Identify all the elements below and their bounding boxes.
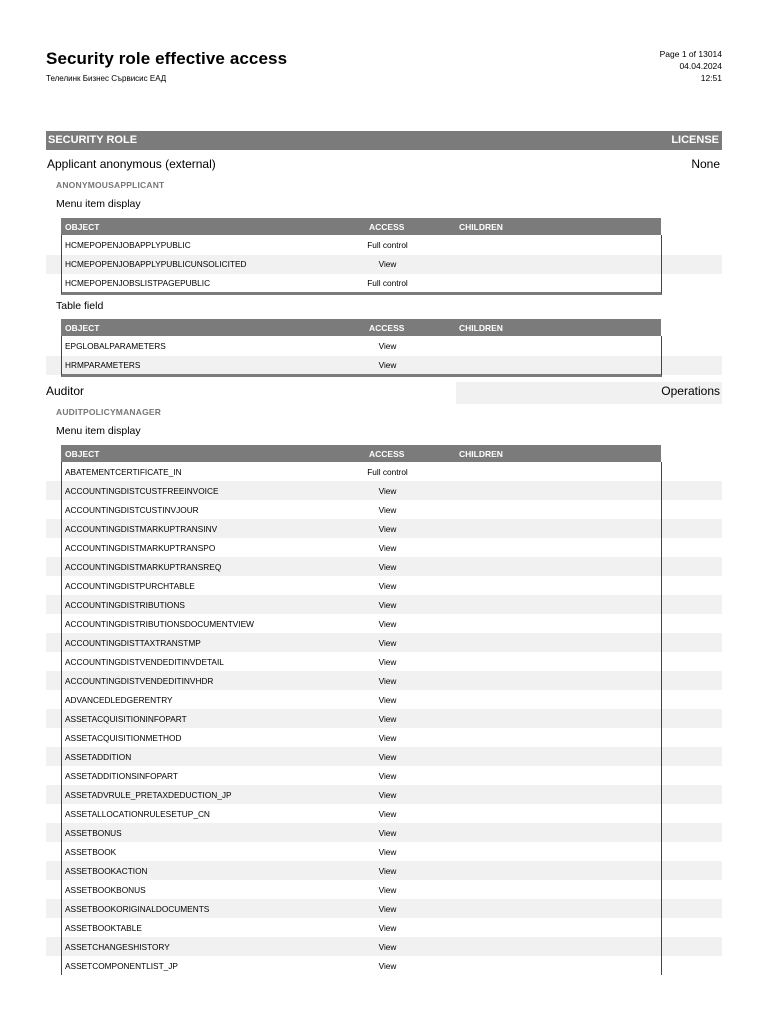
access-cell: View — [378, 847, 397, 857]
object-cell: ASSETACQUISITIONINFOPART — [65, 714, 187, 724]
object-cell: ACCOUNTINGDISTRIBUTIONS — [65, 600, 185, 610]
object-cell: ACCOUNTINGDISTMARKUPTRANSINV — [65, 524, 218, 534]
object-cell: ASSETADVRULE_PRETAXDEDUCTION_JP — [65, 790, 232, 800]
table-row — [62, 747, 661, 766]
object-cell: ASSETBOOKBONUS — [65, 885, 146, 895]
access-cell: View — [378, 543, 397, 553]
role-license: None — [691, 157, 720, 171]
object-table-header — [61, 445, 661, 462]
role-row — [46, 155, 722, 174]
object-cell: ADVANCEDLEDGERENTRY — [65, 695, 173, 705]
object-table-header — [61, 218, 661, 235]
page-info — [660, 48, 722, 84]
table-row — [62, 235, 661, 254]
access-cell: View — [378, 904, 397, 914]
object-cell: ACCOUNTINGDISTPURCHTABLE — [65, 581, 195, 591]
table-row — [62, 823, 661, 842]
object-cell: HCMEPOPENJOBSLISTPAGEPUBLIC — [65, 278, 211, 288]
role-table-header — [46, 131, 722, 150]
access-cell: View — [378, 828, 397, 838]
role-name: Auditor — [46, 384, 85, 398]
access-cell: View — [378, 638, 397, 648]
object-cell: EPGLOBALPARAMETERS — [65, 341, 166, 351]
object-cell: HCMEPOPENJOBAPPLYPUBLICUNSOLICITED — [65, 259, 247, 269]
access-cell: View — [378, 961, 397, 971]
table-row — [62, 355, 661, 374]
access-cell: View — [378, 752, 397, 762]
table-row — [62, 766, 661, 785]
table-row — [62, 880, 661, 899]
table-row — [62, 500, 661, 519]
access-cell: View — [378, 524, 397, 534]
access-cell: View — [378, 695, 397, 705]
table-row — [62, 254, 661, 273]
table-row — [62, 481, 661, 500]
object-cell: ACCOUNTINGDISTCUSTFREEINVOICE — [65, 486, 219, 496]
access-cell: View — [378, 809, 397, 819]
access-cell: View — [378, 733, 397, 743]
object-cell: ACCOUNTINGDISTVENDEDITINVHDR — [65, 676, 214, 686]
access-cell: View — [378, 885, 397, 895]
access-cell: Full control — [367, 240, 408, 250]
access-cell: View — [378, 619, 397, 629]
table-row — [62, 956, 661, 975]
table-row — [62, 899, 661, 918]
object-table-header — [61, 319, 661, 336]
security-role-column-header: SECURITY ROLE — [48, 134, 138, 146]
children-column-header: CHILDREN — [459, 222, 503, 232]
object-cell: ACCOUNTINGDISTTAXTRANSTMP — [65, 638, 201, 648]
access-cell: View — [378, 600, 397, 610]
table-row — [62, 576, 661, 595]
role-code: ANONYMOUSAPPLICANT — [56, 180, 165, 190]
table-row — [62, 614, 661, 633]
group-label: Menu item display — [56, 425, 141, 437]
object-cell: ASSETBONUS — [65, 828, 122, 838]
role-code: AUDITPOLICYMANAGER — [56, 407, 162, 417]
object-cell: ACCOUNTINGDISTRIBUTIONSDOCUMENTVIEW — [65, 619, 254, 629]
table-row — [62, 937, 661, 956]
object-cell: ACCOUNTINGDISTVENDEDITINVDETAIL — [65, 657, 224, 667]
object-cell: ASSETADDITION — [65, 752, 132, 762]
object-cell: ACCOUNTINGDISTMARKUPTRANSPO — [65, 543, 216, 553]
table-row — [62, 728, 661, 747]
table-row — [62, 336, 661, 355]
object-column-header: OBJECT — [65, 222, 100, 232]
group-label: Menu item display — [56, 198, 141, 210]
object-column-header: OBJECT — [65, 323, 100, 333]
object-table — [61, 235, 662, 295]
report-date: 04.04.2024 — [679, 61, 722, 71]
object-table — [61, 462, 662, 975]
access-column-header: ACCESS — [369, 222, 405, 232]
table-row — [62, 273, 661, 292]
access-cell: Full control — [367, 467, 408, 477]
access-cell: View — [378, 259, 397, 269]
children-column-header: CHILDREN — [459, 323, 503, 333]
role-row — [46, 382, 722, 401]
access-cell: View — [378, 790, 397, 800]
table-row — [62, 652, 661, 671]
access-cell: View — [378, 341, 397, 351]
table-row — [62, 918, 661, 937]
table-row — [62, 804, 661, 823]
table-row — [62, 462, 661, 481]
table-row — [62, 842, 661, 861]
object-cell: HRMPARAMETERS — [65, 360, 141, 370]
table-row — [62, 785, 661, 804]
access-cell: View — [378, 714, 397, 724]
object-cell: ACCOUNTINGDISTMARKUPTRANSREQ — [65, 562, 222, 572]
access-cell: View — [378, 581, 397, 591]
table-row — [62, 690, 661, 709]
access-cell: Full control — [367, 278, 408, 288]
table-row — [62, 861, 661, 880]
object-table — [61, 336, 662, 377]
object-cell: ACCOUNTINGDISTCUSTINVJOUR — [65, 505, 199, 515]
license-column-header: LICENSE — [671, 134, 719, 146]
access-cell: View — [378, 923, 397, 933]
access-cell: View — [378, 771, 397, 781]
table-row — [62, 557, 661, 576]
report-time: 12:51 — [700, 73, 722, 83]
access-column-header: ACCESS — [369, 323, 405, 333]
access-cell: View — [378, 942, 397, 952]
access-cell: View — [378, 360, 397, 370]
table-row — [62, 671, 661, 690]
object-cell: ASSETBOOKTABLE — [65, 923, 142, 933]
role-license: Operations — [661, 384, 720, 398]
access-cell: View — [378, 562, 397, 572]
access-cell: View — [378, 676, 397, 686]
object-cell: ABATEMENTCERTIFICATE_IN — [65, 467, 182, 477]
object-cell: HCMEPOPENJOBAPPLYPUBLIC — [65, 240, 191, 250]
access-column-header: ACCESS — [369, 449, 405, 459]
table-row — [62, 595, 661, 614]
object-column-header: OBJECT — [65, 449, 100, 459]
access-cell: View — [378, 505, 397, 515]
object-cell: ASSETADDITIONSINFOPART — [65, 771, 178, 781]
table-row — [62, 538, 661, 557]
object-cell: ASSETCHANGESHISTORY — [65, 942, 170, 952]
group-label: Table field — [56, 300, 104, 312]
object-cell: ASSETBOOKACTION — [65, 866, 148, 876]
object-cell: ASSETALLOCATIONRULESETUP_CN — [65, 809, 210, 819]
object-cell: ASSETBOOK — [65, 847, 117, 857]
object-cell: ASSETBOOKORIGINALDOCUMENTS — [65, 904, 210, 914]
table-row — [62, 519, 661, 538]
report-title: Security role effective access — [46, 49, 288, 68]
object-cell: ASSETCOMPONENTLIST_JP — [65, 961, 178, 971]
page-number: Page 1 of 13014 — [659, 49, 722, 59]
table-row — [62, 633, 661, 652]
access-cell: View — [378, 866, 397, 876]
object-cell: ASSETACQUISITIONMETHOD — [65, 733, 182, 743]
table-row — [62, 709, 661, 728]
access-cell: View — [378, 486, 397, 496]
company-name: Телелинк Бизнес Сървисис ЕАД — [46, 74, 167, 83]
children-column-header: CHILDREN — [459, 449, 503, 459]
access-cell: View — [378, 657, 397, 667]
role-name: Applicant anonymous (external) — [47, 157, 216, 171]
